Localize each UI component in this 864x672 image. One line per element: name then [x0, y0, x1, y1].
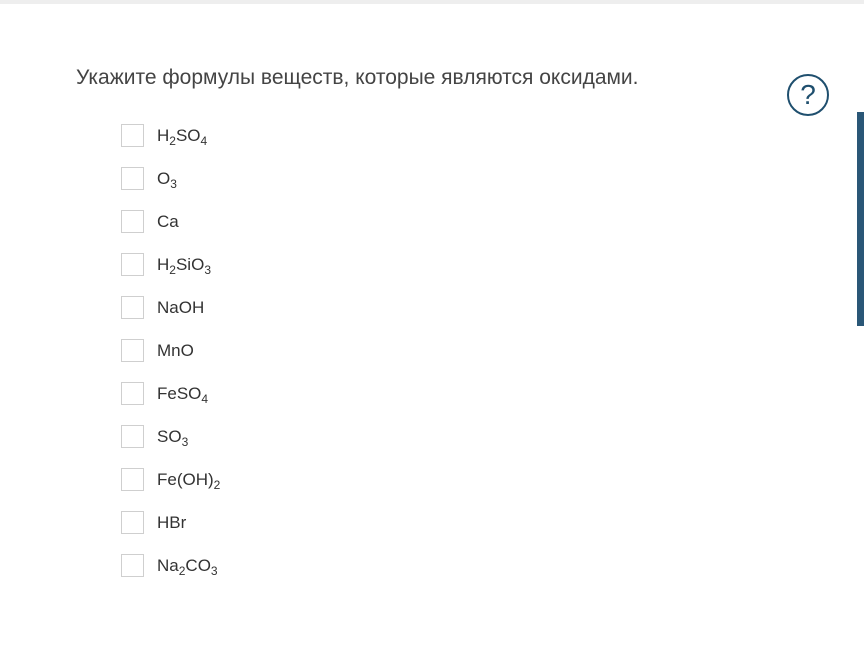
- answer-option[interactable]: [121, 425, 521, 468]
- formula-text: H: [157, 255, 170, 274]
- formula-subscript: 4: [200, 134, 208, 148]
- formula-subscript: 4: [201, 392, 209, 406]
- answer-option-label: [157, 511, 186, 534]
- question-text: Укажите формулы веществ, которые являются оксидами.: [76, 66, 639, 89]
- answer-option[interactable]: [121, 124, 521, 167]
- answer-option[interactable]: [121, 253, 521, 296]
- answer-option[interactable]: [121, 382, 521, 425]
- formula-subscript: 3: [204, 263, 211, 277]
- answer-option-label: [157, 167, 177, 190]
- formula-subscript: 2: [213, 478, 221, 492]
- answer-option[interactable]: [121, 468, 521, 511]
- formula-subscript: 2: [169, 134, 176, 148]
- formula-subscript: 3: [210, 564, 218, 578]
- answer-option-label: [157, 253, 211, 276]
- answer-option-label: [157, 210, 179, 233]
- answer-checkbox[interactable]: [121, 425, 144, 448]
- formula-text: SiO: [175, 255, 205, 274]
- answer-checkbox[interactable]: [121, 167, 144, 190]
- answer-option-label: [157, 425, 188, 448]
- answer-checkbox[interactable]: [121, 339, 144, 362]
- answer-option-label: [157, 468, 220, 491]
- answer-option[interactable]: [121, 339, 521, 382]
- formula-text: O: [157, 169, 171, 188]
- answer-option[interactable]: [121, 210, 521, 253]
- formula-text: MnO: [157, 341, 194, 360]
- answer-checkbox[interactable]: [121, 210, 144, 233]
- formula-text: Fe(OH): [157, 470, 214, 489]
- answer-checkbox[interactable]: [121, 296, 144, 319]
- answer-checkbox[interactable]: [121, 511, 144, 534]
- answer-option-label: [157, 382, 208, 405]
- formula-subscript: 2: [169, 263, 176, 277]
- formula-subscript: 3: [170, 177, 177, 191]
- formula-text: SO: [157, 427, 182, 446]
- answer-checkbox[interactable]: [121, 382, 144, 405]
- answer-checkbox[interactable]: [121, 554, 144, 577]
- question-circle-icon: ?: [800, 79, 816, 110]
- formula-text: SO: [175, 126, 201, 145]
- answer-option[interactable]: [121, 511, 521, 554]
- formula-text: H: [157, 126, 170, 145]
- answer-option[interactable]: [121, 554, 521, 597]
- answer-option-label: [157, 296, 204, 319]
- answer-option-label: [157, 124, 207, 147]
- formula-text: NaOH: [157, 298, 205, 317]
- formula-text: Ca: [157, 212, 179, 231]
- answer-option-label: [157, 554, 218, 577]
- formula-subscript: 3: [181, 435, 189, 449]
- answer-checkbox[interactable]: [121, 253, 144, 276]
- side-panel-tab[interactable]: [857, 112, 864, 326]
- formula-text: CO: [185, 556, 211, 575]
- formula-text: FeSO: [157, 384, 202, 403]
- answer-checkbox[interactable]: [121, 468, 144, 491]
- answer-option[interactable]: [121, 167, 521, 210]
- help-button[interactable]: [787, 74, 829, 116]
- formula-text: Na: [157, 556, 179, 575]
- formula-text: HBr: [157, 513, 187, 532]
- top-divider: [0, 0, 864, 4]
- answer-option[interactable]: [121, 296, 521, 339]
- answer-options-list: [121, 124, 521, 597]
- answer-option-label: [157, 339, 194, 362]
- formula-subscript: 2: [178, 564, 186, 578]
- answer-checkbox[interactable]: [121, 124, 144, 147]
